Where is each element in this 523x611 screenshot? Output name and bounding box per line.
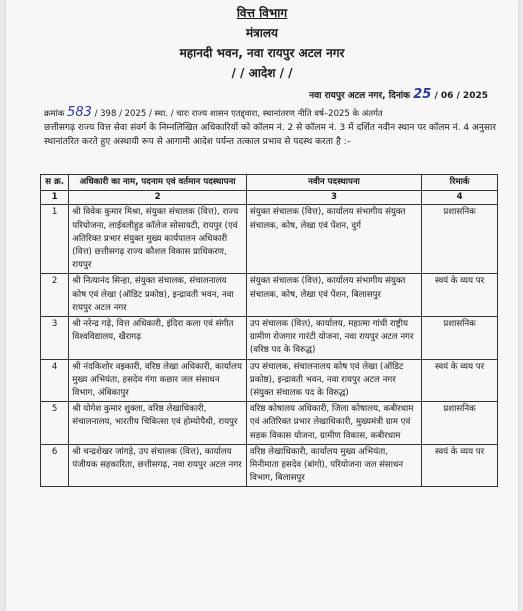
table-row bbox=[41, 205, 498, 274]
handwritten-ref-number: 583 bbox=[67, 105, 92, 120]
row-new-posting: संयुक्त संचालक (वित्त), कार्यालय संभागीय संयुक्त संचालक, कोष, लेखा एवं पेंशन, बिलासपुर bbox=[246, 274, 421, 317]
table-row bbox=[41, 359, 498, 402]
row-remark: प्रशासनिक bbox=[422, 317, 498, 360]
row-officer: श्री चन्द्रशेखर जांगड़े, उप संचालक (वित्त), कार्यालय पंजीयक सहकारिता, छत्तीसगढ़, नवा रायपुर अटल नगर bbox=[69, 444, 247, 487]
col-number: 1 bbox=[41, 191, 69, 205]
row-new-posting: वरिष्ठ कोषालय अधिकारी, जिला कोषालय, कबीरधाम एवं अतिरिक्त प्रभार लेखाधिकारी, मुख्यमंत्री ग्राम एवं सड़क विकास योजना, ग्रामीण विकास, कबीरधाम bbox=[246, 402, 421, 445]
transfer-table bbox=[40, 174, 498, 487]
row-remark: स्वयं के व्यय पर bbox=[422, 274, 498, 317]
body-paragraph: छत्तीसगढ़ राज्य वित्त सेवा संवर्ग के निम्नलिखित अधिकारियों को कॉलम नं. 2 से कॉलम नं. 3 में दर्शित नवीन स्थान पर कॉलम नं. 4 अनुसार स्थानांतरित करते हुए अस्थायी रूप से आगामी आदेश पर्यन्त तत्काल प्रभाव से पदस्थ करता है :– bbox=[44, 123, 496, 147]
department-title: वित्त विभाग bbox=[236, 6, 288, 20]
table-row bbox=[41, 444, 498, 487]
row-officer: श्री विवेक कुमार मिश्रा, संयुक्त संचालक (वित्त), राज्य परियोजना, लाईवलीहुड कॉलेज सोसायटी, रायपुर (एवं अतिरिक्त प्रभार संयुक्त मुख्य कार्यपालन अधिकारी (वित्त) छत्तीसगढ़ राज्य कौशल विकास प्राधिकरण, रायपुर bbox=[69, 205, 247, 274]
row-remark: प्रशासनिक bbox=[422, 205, 498, 274]
col-number: 2 bbox=[69, 191, 247, 205]
row-officer: श्री नंदकिशोर वझ्कारी, वरिष्ठ लेखा अधिकारी, कार्यालय मुख्य अभियंता, हसदेव गंगा कछार जल संसाधन विभाग, अंबिकापुर bbox=[69, 359, 247, 402]
row-sn: 2 bbox=[41, 274, 69, 317]
handwritten-day: 25 bbox=[413, 87, 432, 102]
row-officer: श्री योगेश कुमार शुक्ला, वरिष्ठ लेखाधिकारी, संचालनालय, भारतीय चिकित्सा एवं होम्योपैथी, रायपुर bbox=[69, 402, 247, 445]
row-new-posting: वरिष्ठ लेखाधिकारी, कार्यालय मुख्य अभियंता, मिनीमाता हसदेव (बांगो), परियोजना जल संसाधन विभाग, बिलासपुर bbox=[246, 444, 421, 487]
ministry-title: मंत्रालय bbox=[245, 26, 278, 40]
row-sn: 4 bbox=[41, 359, 69, 402]
row-new-posting: उप संचालक (वित्त), कार्यालय, महात्मा गांधी राष्ट्रीय ग्रामीण रोजगार गारंटी योजना, नवा रायपुर अटल नगर (वरिष्ठ पद के विरुद्ध) bbox=[246, 317, 421, 360]
table-row bbox=[41, 317, 498, 360]
row-new-posting: उप संचालक, संचालनालय कोष एवं लेखा (ऑडिट प्रकोष्ठ), इन्द्रावती भवन, नवा रायपुर अटल नगर (संयुक्त संचालक पद के विरुद्ध) bbox=[246, 359, 421, 402]
date-line: नवा रायपुर अटल नगर, दिनांक 25 / 06 / 2025 bbox=[309, 87, 488, 102]
order-page bbox=[6, 0, 518, 611]
table-row bbox=[41, 402, 498, 445]
row-sn: 3 bbox=[41, 317, 69, 360]
col-header-new-posting: नवीन पदस्थापना bbox=[246, 175, 421, 191]
col-header-remark: रिमार्क bbox=[422, 175, 498, 191]
order-heading: / / आदेश / / bbox=[231, 66, 293, 80]
row-sn: 5 bbox=[41, 402, 69, 445]
table-row bbox=[41, 274, 498, 317]
col-header-officer: अधिकारी का नाम, पदनाम एवं वर्तमान पदस्थापना bbox=[69, 175, 247, 191]
row-new-posting: संयुक्त संचालक (वित्त), कार्यालय संभागीय संयुक्त संचालक, कोष, लेखा एवं पेंशन, दुर्ग bbox=[246, 205, 421, 274]
col-number: 4 bbox=[422, 191, 498, 205]
column-number-row bbox=[41, 191, 498, 205]
col-number: 3 bbox=[246, 191, 421, 205]
table-header-row bbox=[41, 175, 498, 191]
address-line: महानदी भवन, नवा रायपुर अटल नगर bbox=[179, 46, 345, 60]
row-remark: स्वयं के व्यय पर bbox=[422, 359, 498, 402]
row-sn: 1 bbox=[41, 205, 69, 274]
reference-line: क्रमांक 583 / 398 / 2025 / स्था. / चारः राज्य शासन एतद्द्वारा, स्थानांतरण नीति वर्ष–2025 के अंतर्गत bbox=[44, 105, 383, 120]
row-officer: श्री नरेन्द्र गढ़े, वित्त अधिकारी, इंदिरा कला एवं संगीत विश्वविद्यालय, खैरागढ़ bbox=[69, 317, 247, 360]
row-sn: 6 bbox=[41, 444, 69, 487]
row-remark: प्रशासनिक bbox=[422, 402, 498, 445]
col-header-sn: स क्र. bbox=[41, 175, 69, 191]
row-officer: श्री नित्यानंद सिन्हा, संयुक्त संचालक, संचालनालय कोष एवं लेखा (ऑडिट प्रकोष्ठ), इन्द्रावती भवन, नवा रायपुर अटल नगर bbox=[69, 274, 247, 317]
row-remark: स्वयं के व्यय पर bbox=[422, 444, 498, 487]
